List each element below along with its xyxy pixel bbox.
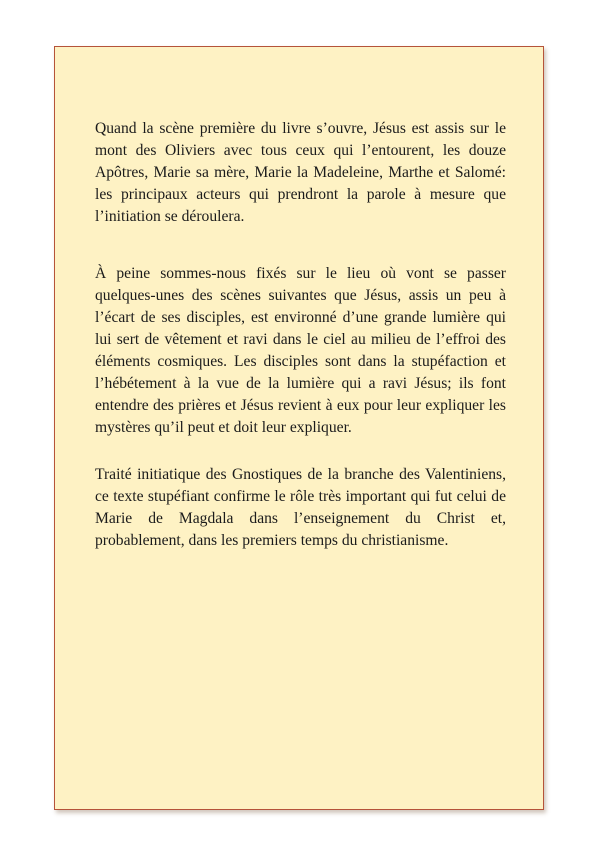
paragraph-3: Traité initiatique des Gnostiques de la branche des Valentiniens, ce texte stupéfiant confirme le rôle très important qui fut celui de Marie de Magdala dans l’enseignement du Christ et, probablement, dans les premiers temps du christianisme.	[95, 466, 506, 549]
paragraph-2: À peine sommes-nous fixés sur le lieu où vont se passer quelques-unes des scènes suivantes que Jésus, assis un peu à l’écart de ses disciples, est environné d’une grande lumière qui lui sert de vêtement et ravi dans le ciel au milieu de l’effroi des éléments cosmiques. Les disciples sont dans la stupéfaction et l’hébétement à la vue de la lumière qui a ravi Jésus; ils font entendre des prières et Jésus revient à eux pour leur expliquer les mystères qu’il peut et doit leur expliquer.	[95, 265, 506, 436]
paragraph-1: Quand la scène première du livre s’ouvre, Jésus est assis sur le mont des Oliviers avec tous ceux qui l’entourent, les douze Apôtres, Marie sa mère, Marie la Madeleine, Marthe et Salomé: les principaux acteurs qui prendront la parole à mesure que l’initiation se déroulera.	[95, 120, 506, 225]
